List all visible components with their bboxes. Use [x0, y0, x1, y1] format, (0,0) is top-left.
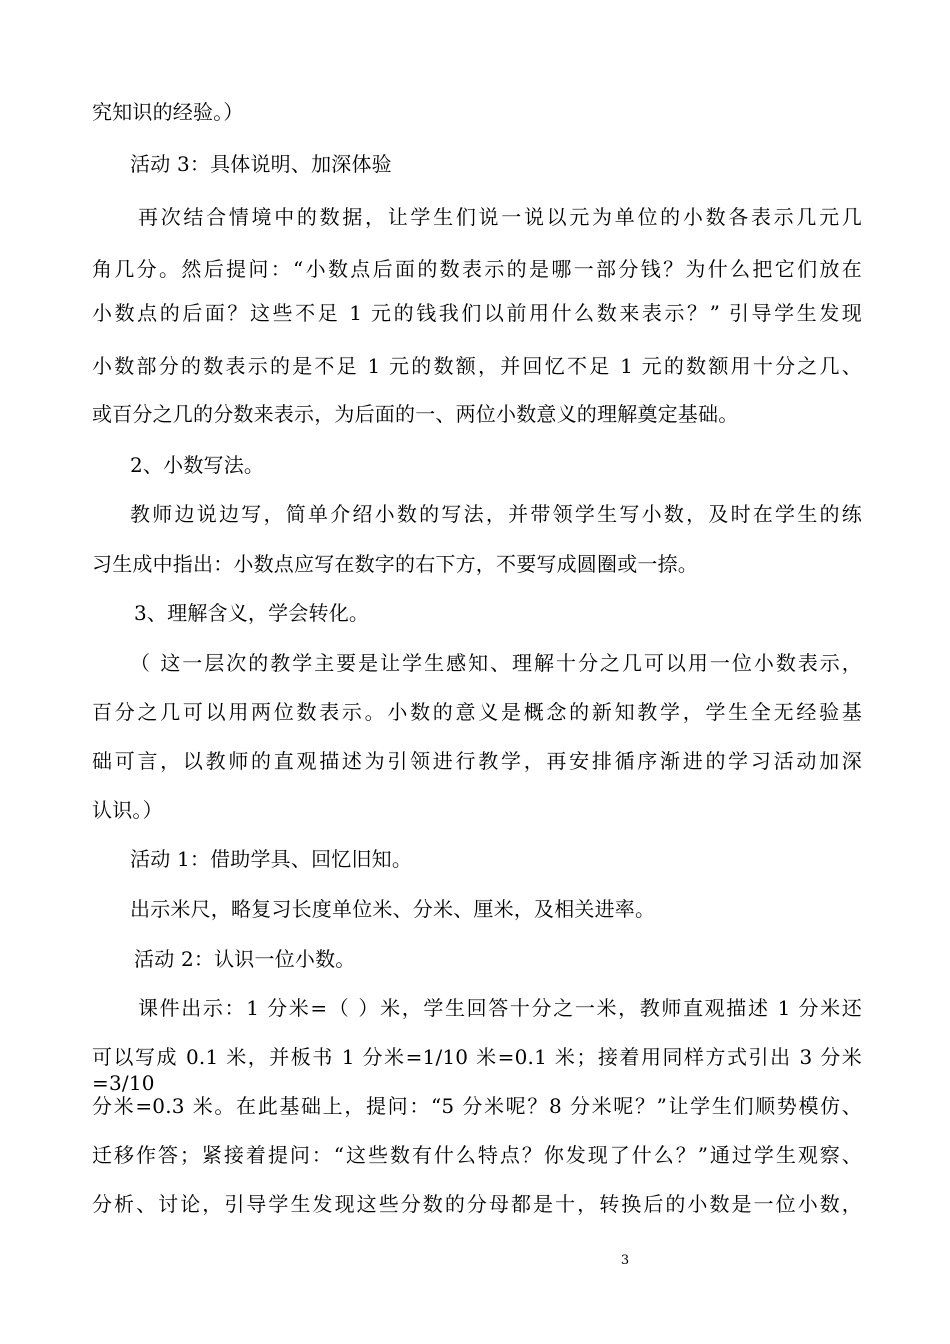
- text-line-19: 课件出示：1 分米=（ ）米，学生回答十分之一米，教师直观描述 1 分米还: [138, 996, 862, 1020]
- text-line-15: 认识。）: [92, 798, 163, 822]
- text-line-7: 或百分之几的分数来表示，为后面的一、两位小数意义的理解奠定基础。: [92, 402, 739, 426]
- text-line-9: 教师边说边写，简单介绍小数的写法，并带领学生写小数，及时在学生的练: [130, 502, 862, 526]
- text-line-3: 再次结合情境中的数据，让学生们说一说以元为单位的小数各表示几元几: [138, 205, 862, 229]
- text-line-12: （ 这一层次的教学主要是让学生感知、理解十分之几可以用一位小数表示，: [130, 651, 862, 675]
- section-3-heading: 3、理解含义，学会转化。: [134, 601, 370, 625]
- activity-1-heading: 活动 1：借助学具、回忆旧知。: [130, 847, 413, 871]
- text-line-22: 迁移作答；紧接着提问：“这些数有什么特点？你发现了什么？”通过学生观察、: [92, 1143, 862, 1167]
- text-line-5: 小数点的后面？这些不足 1 元的钱我们以前用什么数来表示？” 引导学生发现: [92, 301, 862, 325]
- page-number: 3: [620, 1253, 630, 1268]
- text-line-17: 出示米尺，略复习长度单位米、分米、厘米，及相关进率。: [130, 897, 656, 921]
- text-line-10: 习生成中指出：小数点应写在数字的右下方，不要写成圆圈或一捺。: [92, 552, 698, 576]
- text-line-21: 分米=0.3 米。在此基础上，提问：“5 分米呢？8 分米呢？”让学生们顺势模仿、: [92, 1094, 862, 1118]
- text-line-23: 分析、讨论，引导学生发现这些分数的分母都是十，转换后的小数是一位小数，: [92, 1192, 862, 1216]
- text-line-1: 究知识的经验。）: [92, 100, 244, 124]
- text-line-20: 可以写成 0.1 米，并板书 1 分米=1/10 米=0.1 米；接着用同样方式引出 3 分米=3/10: [92, 1045, 862, 1095]
- text-line-14: 础可言，以教师的直观描述为引领进行教学，再安排循序渐进的学习活动加深: [92, 749, 862, 773]
- text-line-13: 百分之几可以用两位数表示。小数的意义是概念的新知教学，学生全无经验基: [92, 700, 862, 724]
- activity-3-heading: 活动 3：具体说明、加深体验: [130, 152, 392, 176]
- text-line-4: 角几分。然后提问：“小数点后面的数表示的是哪一部分钱？为什么把它们放在: [92, 257, 862, 281]
- section-2-heading: 2、小数写法。: [130, 453, 265, 477]
- activity-2-heading: 活动 2：认识一位小数。: [134, 947, 356, 971]
- text-line-6: 小数部分的数表示的是不足 1 元的数额，并回忆不足 1 元的数额用十分之几、: [92, 354, 862, 378]
